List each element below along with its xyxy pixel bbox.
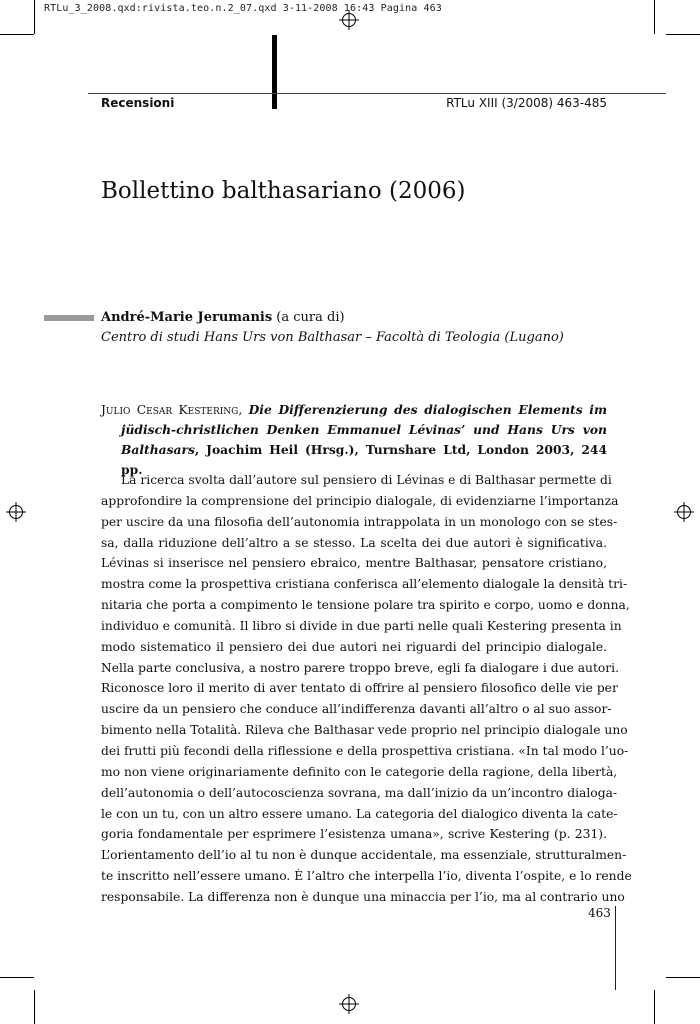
editor-institution: Centro di studi Hans Urs von Balthasar – Facoltà di Teologia (Lugano) — [101, 330, 564, 345]
body-line: individuo e comunità. Il libro si divide in due parti nelle quali Kestering presenta in — [101, 618, 622, 633]
registration-mark-bottom — [339, 994, 359, 1014]
body-line: modo sistematico il pensiero dei due autori nei riguardi del principio dialogale. — [101, 639, 607, 654]
page-number: 463 — [588, 906, 611, 920]
body-line: uscire da un pensiero che conduce all’indifferenza davanti all’altro o al suo assor- — [101, 702, 612, 717]
body-line: Lévinas si inserisce nel pensiero ebraico, mentre Balthasar, pensatore cristiano, — [101, 556, 607, 571]
registration-mark-left — [6, 502, 26, 522]
body-line: approfondire la comprensione del principio dialogale, di evidenziarne l’importanza — [101, 493, 619, 508]
body-line: La ricerca svolta dall’autore sul pensiero di Lévinas e di Balthasar permette di — [121, 473, 612, 487]
reference-separator: , — [238, 403, 249, 417]
registration-mark-right — [674, 502, 694, 522]
editor-name: André-Marie Jerumanis — [101, 310, 273, 325]
review-reference — [101, 400, 607, 480]
crop-mark-left-top-h — [0, 34, 34, 35]
folio-rule — [615, 906, 616, 990]
crop-mark-right-top-h — [666, 34, 700, 35]
body-line: mostra come la prospettiva cristiana conferisca all’elemento dialogale la densità tri- — [101, 577, 628, 592]
crop-mark-left-bottom-h — [0, 977, 34, 978]
body-line: responsabile. La differenza non è dunque una minaccia per l’io, ma al contrario uno — [101, 889, 625, 904]
body-line: Riconosce loro il merito di aver tentato di offrire al pensiero filosofico delle vie per — [101, 681, 618, 696]
body-line: mo non viene originariamente definito con le categorie della ragione, della libertà, — [101, 764, 618, 779]
body-line: nitaria che porta a compimento le tensione polare tra spirito e corpo, uomo e donna, — [101, 598, 630, 613]
print-slug: RTLu_3_2008.qxd:rivista.teo.n.2_07.qxd 3-11-2008 16:43 Pagina 463 — [44, 3, 442, 14]
reference-details: , Joachim Heil (Hrsg.), Turnshare Ltd, London 2003, 244 pp. — [121, 442, 607, 477]
crop-mark-bottom-left — [34, 990, 35, 1024]
article-title: Bollettino balthasariano (2006) — [101, 178, 466, 204]
registration-mark-top — [339, 10, 359, 30]
journal-citation: RTLu XIII (3/2008) 463-485 — [446, 96, 607, 110]
body-line: dell’autonomia o dell’autocoscienza sovrana, ma dall’inizio da un’incontro dialoga- — [101, 785, 618, 800]
editor-marker-bar — [44, 315, 94, 321]
body-line: dei frutti più fecondi della riflessione e della prospettiva cristiana. «In tal modo l’uo- — [101, 743, 629, 758]
reference-title: Die Differenzierung des dialogischen Elements im jüdisch-christlichen Denken Emmanuel Lévinas’ und Hans Urs von Balthasars — [121, 402, 607, 457]
body-line: L’orientamento dell’io al tu non è dunque accidentale, ma essenziale, strutturalmen- — [101, 848, 627, 863]
crop-mark-right-bottom-h — [666, 977, 700, 978]
crop-mark-top-right — [654, 0, 655, 34]
body-line: bimento nella Totalità. Rileva che Balthasar vede proprio nel principio dialogale uno — [101, 723, 628, 738]
body-line: goria fondamentale per esprimere l’esistenza umana», scrive Kestering (p. 231). — [101, 827, 607, 842]
body-line: te inscritto nell’essere umano. È l’altro che interpella l’io, diventa l’ospite, e lo rende — [101, 869, 632, 884]
body-line: le con un tu, con un altro essere umano. La categoria del dialogico diventa la cate- — [101, 806, 618, 821]
review-body — [101, 470, 632, 908]
crop-mark-top-left — [34, 0, 35, 34]
body-line: sa, dalla riduzione dell’altro a se stesso. La scelta dei due autori è significativa. — [101, 535, 607, 550]
reference-author: Julio Cesar Kestering — [101, 403, 239, 417]
header-vertical-bar — [272, 35, 277, 109]
body-line: Nella parte conclusiva, a nostro parere troppo breve, egli fa dialogare i due autori. — [101, 660, 620, 675]
header-rule — [88, 93, 666, 94]
editor-role: (a cura di) — [272, 310, 345, 325]
crop-mark-bottom-right — [654, 990, 655, 1024]
body-line: per uscire da una filosofia dell’autonomia intrappolata in un monologo con se stes- — [101, 514, 618, 529]
editor-block — [101, 308, 621, 348]
section-label: Recensioni — [101, 96, 175, 110]
